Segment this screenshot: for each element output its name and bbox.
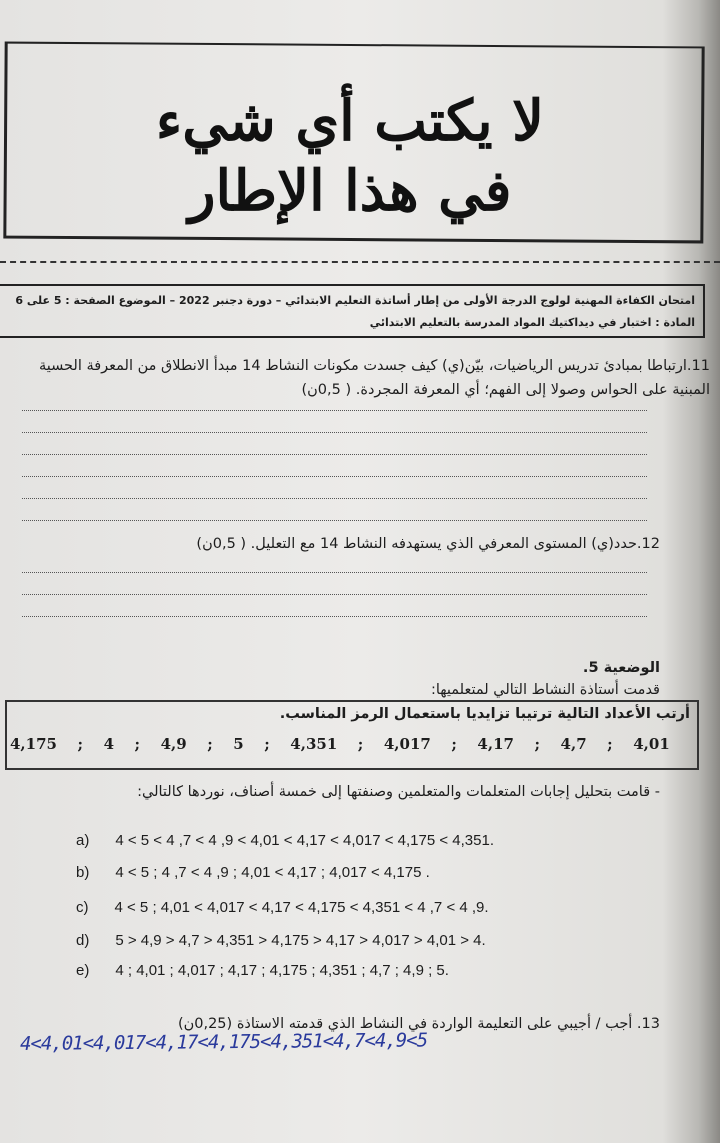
numbers-row: [10, 735, 670, 753]
handwritten-answer: 4<4,01<4,017<4,17<4,175<4,351<4,7<4,9<5: [19, 1029, 428, 1055]
number: 4,017: [383, 735, 431, 753]
answer-line: [22, 616, 647, 617]
option-text: 4 < 5 ; 4 ,7 < 4 ,9 ; 4,01 < 4,17 ; 4,017 < 4,175 .: [115, 864, 430, 881]
option-label: d): [76, 932, 90, 949]
answer-line: [22, 594, 647, 595]
option-a: [76, 832, 494, 849]
option-label: e): [76, 962, 90, 979]
info-line-1: امتحان الكفاءة المهنية لولوج الدرجة الأولى من إطار أساتذة التعليم الابتدائي – دورة دجنبر 2022 – الموضوع الصفحة : 5 على 6: [15, 294, 695, 307]
number: 4: [103, 735, 114, 753]
answer-line: [22, 432, 647, 433]
separator: ;: [77, 735, 84, 753]
info-line-2: المادة : اختبار في ديداكتيك المواد المدرسة بالتعليم الابتدائي: [369, 316, 695, 329]
answer-line: [22, 520, 647, 521]
option-text: 5 > 4,9 > 4,7 > 4,351 > 4,175 > 4,17 > 4,017 > 4,01 > 4.: [115, 932, 486, 949]
activity-instruction: أرتب الأعداد التالية ترتيبا تزايديا باستعمال الرمز المناسب.: [279, 706, 690, 722]
situation-intro: قدمت أستاذة النشاط التالي لمتعلميها:: [430, 682, 660, 698]
option-text: 4 < 5 < 4 ,7 < 4 ,9 < 4,01 < 4,17 < 4,017 < 4,175 < 4,351.: [115, 832, 494, 849]
header-line-1: لا يكتب أي شيء: [155, 88, 545, 154]
separator: ;: [207, 735, 213, 753]
option-text: 4 < 5 ; 4,01 < 4,017 < 4,17 < 4,175 < 4,351 < 4 ,7 < 4 ,9.: [114, 899, 489, 916]
separator: ;: [451, 735, 457, 753]
question-12: 12.حدد(ي) المستوى المعرفي الذي يستهدفه النشاط 14 مع التعليل. ( 0,5ن): [196, 536, 660, 552]
number: 5: [233, 735, 244, 753]
separator: ;: [357, 735, 364, 753]
option-d: [76, 932, 486, 949]
option-label: a): [76, 832, 90, 849]
number: 4,01: [633, 735, 670, 753]
separator: ;: [534, 735, 541, 753]
number: 4,351: [290, 735, 338, 753]
exam-info-box: [0, 284, 705, 338]
option-e: [76, 962, 449, 979]
separator: ;: [264, 735, 270, 753]
answer-line: [22, 454, 647, 455]
question-13: 13. أجب / أجيبي على التعليمة الواردة في النشاط الذي قدمته الاستاذة (0,25ن): [177, 1016, 660, 1032]
answer-line: [22, 410, 647, 411]
number: 4,17: [477, 735, 514, 753]
option-b: [76, 864, 430, 881]
header-line-2: في هذا الإطار: [188, 158, 512, 224]
option-c: [76, 899, 489, 916]
option-text: 4 ; 4,01 ; 4,017 ; 4,17 ; 4,175 ; 4,351 ; 4,7 ; 4,9 ; 5.: [115, 962, 449, 979]
cut-line: [0, 261, 720, 263]
number: 4,7: [560, 735, 587, 753]
analysis-text: - قامت بتحليل إجابات المتعلمات والمتعلمين وصنفتها إلى خمسة أصناف، نوردها كالتالي:: [137, 784, 660, 800]
number: 4,9: [160, 735, 187, 753]
answer-line: [22, 572, 647, 573]
number: 4,175: [10, 735, 57, 753]
separator: ;: [607, 735, 613, 753]
separator: ;: [134, 735, 141, 753]
answer-line: [22, 476, 647, 477]
option-label: c): [76, 899, 89, 916]
answer-line: [22, 498, 647, 499]
option-label: b): [76, 864, 90, 881]
question-11: 11.ارتباطا بمبادئ تدريس الرياضيات، بيّن(ي) كيف جسدت مكونات النشاط 14 مبدأ الانطلاق من المعرفة الحسية المبنية على الحواس وصولا إلى الفهم؛ أي المعرفة المجردة. ( 0,5ن): [38, 358, 710, 398]
situation-title: الوضعية 5.: [582, 660, 660, 676]
